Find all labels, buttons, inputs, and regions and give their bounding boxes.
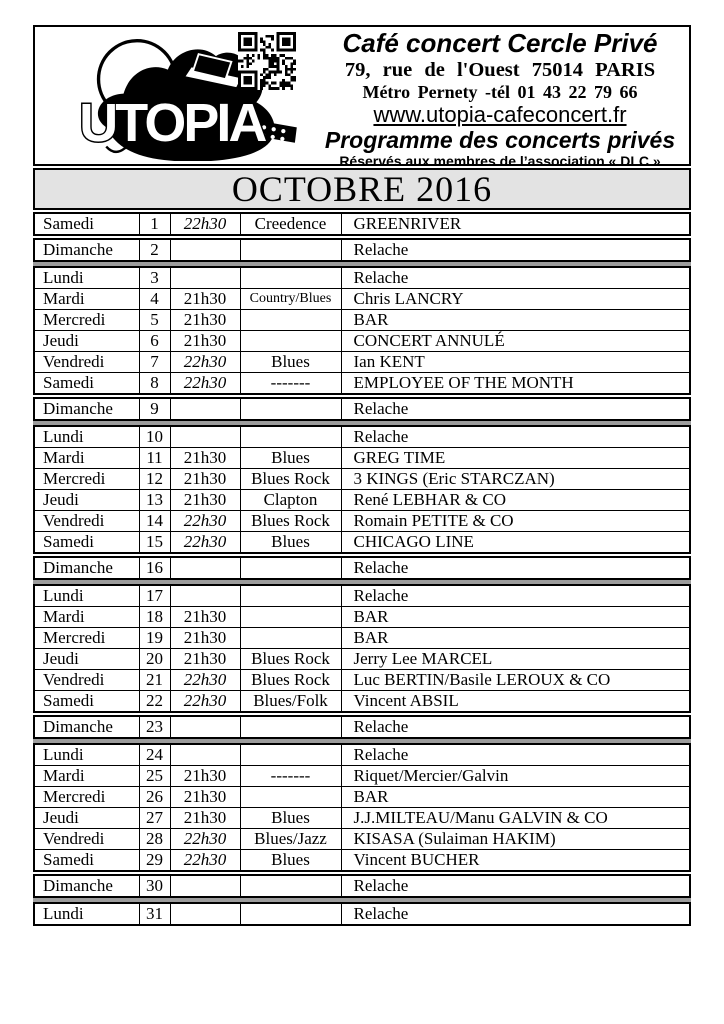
schedule-section: [33, 584, 691, 713]
cell-day: Vendredi: [34, 670, 139, 691]
cell-num: 5: [139, 310, 170, 331]
schedule-row: [34, 448, 690, 469]
cell-genre: Blues/Folk: [240, 691, 341, 713]
schedule-row: [34, 850, 690, 872]
cell-num: 11: [139, 448, 170, 469]
cell-artist: BAR: [341, 310, 690, 331]
cell-day: Samedi: [34, 691, 139, 713]
venue-address: 79, rue de l'Ouest 75014 PARIS: [344, 59, 656, 81]
cell-time: 22h30: [170, 850, 240, 872]
cell-time: 22h30: [170, 373, 240, 395]
cell-day: Jeudi: [34, 649, 139, 670]
utopia-logo: [35, 27, 315, 164]
cell-num: 8: [139, 373, 170, 395]
cell-genre: Blues: [240, 532, 341, 554]
cell-time: 21h30: [170, 607, 240, 628]
schedule-row: [34, 289, 690, 310]
schedule-section: [33, 266, 691, 395]
schedule-row: [34, 607, 690, 628]
cell-artist: EMPLOYEE OF THE MONTH: [341, 373, 690, 395]
cell-artist: Jerry Lee MARCEL: [341, 649, 690, 670]
cell-num: 27: [139, 808, 170, 829]
cell-artist: Romain PETITE & CO: [341, 511, 690, 532]
cell-time: [170, 875, 240, 897]
cell-num: 16: [139, 557, 170, 579]
cell-num: 28: [139, 829, 170, 850]
cell-genre: Blues: [240, 352, 341, 373]
concert-schedule: [33, 212, 691, 926]
cell-time: 21h30: [170, 628, 240, 649]
schedule-row: [34, 649, 690, 670]
cell-day: Vendredi: [34, 511, 139, 532]
cell-genre: Blues: [240, 850, 341, 872]
schedule-row: [34, 213, 690, 235]
cell-day: Lundi: [34, 744, 139, 766]
schedule-section: [33, 743, 691, 872]
cell-time: 21h30: [170, 289, 240, 310]
cell-time: 21h30: [170, 469, 240, 490]
schedule-row: [34, 670, 690, 691]
schedule-row: [34, 426, 690, 448]
cell-genre: [240, 267, 341, 289]
cell-time: [170, 267, 240, 289]
cell-artist: J.J.MILTEAU/Manu GALVIN & CO: [341, 808, 690, 829]
cell-day: Mardi: [34, 289, 139, 310]
venue-metro-phone: Métro Pernety -tél 01 43 22 79 66: [362, 82, 638, 102]
schedule-row: [34, 532, 690, 554]
cell-genre: -------: [240, 766, 341, 787]
schedule-section: [33, 902, 691, 926]
cell-genre: [240, 607, 341, 628]
cell-day: Vendredi: [34, 829, 139, 850]
schedule-row: [34, 787, 690, 808]
cell-num: 4: [139, 289, 170, 310]
cell-num: 17: [139, 585, 170, 607]
cell-artist: BAR: [341, 787, 690, 808]
schedule-row: [34, 352, 690, 373]
schedule-section: [33, 556, 691, 580]
cell-artist: CONCERT ANNULÉ: [341, 331, 690, 352]
cell-time: [170, 744, 240, 766]
cell-genre: Blues: [240, 808, 341, 829]
cell-time: 22h30: [170, 691, 240, 713]
cell-num: 3: [139, 267, 170, 289]
cell-artist: GREENRIVER: [341, 213, 690, 235]
cell-genre: Creedence: [240, 213, 341, 235]
cell-day: Samedi: [34, 850, 139, 872]
cell-artist: Riquet/Mercier/Galvin: [341, 766, 690, 787]
cell-num: 24: [139, 744, 170, 766]
schedule-row: [34, 511, 690, 532]
cell-num: 29: [139, 850, 170, 872]
cell-time: 22h30: [170, 670, 240, 691]
website-url: www.utopia-cafeconcert.fr: [373, 102, 627, 127]
schedule-row: [34, 691, 690, 713]
cell-time: 22h30: [170, 352, 240, 373]
cell-time: 21h30: [170, 649, 240, 670]
cell-day: Dimanche: [34, 875, 139, 897]
schedule-section: [33, 238, 691, 262]
cell-artist: Luc BERTIN/Basile LEROUX & CO: [341, 670, 690, 691]
cell-artist: Relache: [341, 875, 690, 897]
cell-genre: Blues Rock: [240, 511, 341, 532]
cell-num: 30: [139, 875, 170, 897]
cell-day: Jeudi: [34, 331, 139, 352]
cell-artist: Vincent BUCHER: [341, 850, 690, 872]
schedule-row: [34, 766, 690, 787]
cell-day: Dimanche: [34, 716, 139, 738]
cell-artist: Relache: [341, 716, 690, 738]
cell-num: 21: [139, 670, 170, 691]
cell-time: 21h30: [170, 787, 240, 808]
cell-genre: [240, 426, 341, 448]
schedule-row: [34, 331, 690, 352]
schedule-section: [33, 425, 691, 554]
cell-genre: [240, 628, 341, 649]
cell-artist: René LEBHAR & CO: [341, 490, 690, 511]
header-text-block: [315, 27, 689, 169]
cell-day: Dimanche: [34, 398, 139, 420]
cell-day: Mercredi: [34, 469, 139, 490]
cell-num: 10: [139, 426, 170, 448]
cell-artist: Chris LANCRY: [341, 289, 690, 310]
cell-time: [170, 585, 240, 607]
cell-num: 1: [139, 213, 170, 235]
cell-day: Lundi: [34, 426, 139, 448]
cell-artist: KISASA (Sulaiman HAKIM): [341, 829, 690, 850]
schedule-row: [34, 875, 690, 897]
cell-time: 22h30: [170, 829, 240, 850]
header: [33, 25, 691, 169]
cell-genre: [240, 716, 341, 738]
cell-artist: Relache: [341, 267, 690, 289]
cell-num: 31: [139, 903, 170, 925]
cell-day: Jeudi: [34, 808, 139, 829]
cell-day: Lundi: [34, 585, 139, 607]
cell-artist: Relache: [341, 744, 690, 766]
schedule-section: [33, 212, 691, 236]
cell-time: 22h30: [170, 511, 240, 532]
program-subtitle: Programme des concerts privés: [324, 127, 676, 153]
cell-num: 25: [139, 766, 170, 787]
schedule-row: [34, 557, 690, 579]
cell-artist: BAR: [341, 628, 690, 649]
cell-artist: Vincent ABSIL: [341, 691, 690, 713]
cell-genre: Blues Rock: [240, 469, 341, 490]
cell-genre: [240, 557, 341, 579]
cell-num: 22: [139, 691, 170, 713]
cell-time: [170, 716, 240, 738]
cell-time: 22h30: [170, 213, 240, 235]
cell-day: Vendredi: [34, 352, 139, 373]
cell-num: 7: [139, 352, 170, 373]
cell-genre: Clapton: [240, 490, 341, 511]
cell-artist: Relache: [341, 398, 690, 420]
schedule-section: [33, 874, 691, 898]
cell-genre: Blues: [240, 448, 341, 469]
cell-day: Samedi: [34, 373, 139, 395]
cell-artist: CHICAGO LINE: [341, 532, 690, 554]
cell-genre: Country/Blues: [240, 289, 341, 310]
cell-day: Samedi: [34, 532, 139, 554]
cell-num: 12: [139, 469, 170, 490]
cell-time: [170, 398, 240, 420]
schedule-row: [34, 267, 690, 289]
cell-artist: Relache: [341, 426, 690, 448]
schedule-section: [33, 397, 691, 421]
qr-code-icon: [238, 32, 296, 90]
cell-genre: [240, 310, 341, 331]
cell-num: 6: [139, 331, 170, 352]
members-note: Réservés aux membres de l’association « DLC »: [339, 153, 661, 169]
cell-day: Mercredi: [34, 787, 139, 808]
cell-genre: -------: [240, 373, 341, 395]
cell-genre: [240, 239, 341, 261]
cell-time: 21h30: [170, 448, 240, 469]
cell-time: [170, 557, 240, 579]
cell-time: [170, 426, 240, 448]
schedule-row: [34, 744, 690, 766]
schedule-row: [34, 398, 690, 420]
schedule-row: [34, 490, 690, 511]
cell-genre: [240, 585, 341, 607]
cell-num: 2: [139, 239, 170, 261]
cell-artist: Relache: [341, 585, 690, 607]
cell-time: 21h30: [170, 766, 240, 787]
schedule-row: [34, 808, 690, 829]
cell-num: 23: [139, 716, 170, 738]
cell-genre: [240, 787, 341, 808]
cell-artist: Relache: [341, 903, 690, 925]
cell-time: [170, 903, 240, 925]
cell-genre: Blues/Jazz: [240, 829, 341, 850]
cell-genre: [240, 331, 341, 352]
cell-genre: [240, 875, 341, 897]
cell-time: 21h30: [170, 490, 240, 511]
cell-genre: [240, 903, 341, 925]
schedule-row: [34, 373, 690, 395]
cell-day: Samedi: [34, 213, 139, 235]
cell-day: Mardi: [34, 448, 139, 469]
cell-time: 22h30: [170, 532, 240, 554]
cell-num: 9: [139, 398, 170, 420]
schedule-row: [34, 829, 690, 850]
cell-num: 14: [139, 511, 170, 532]
cell-num: 18: [139, 607, 170, 628]
schedule-row: [34, 310, 690, 331]
schedule-section: [33, 715, 691, 739]
schedule-row: [34, 903, 690, 925]
schedule-row: [34, 469, 690, 490]
cell-day: Mercredi: [34, 310, 139, 331]
cell-day: Mardi: [34, 607, 139, 628]
cell-day: Lundi: [34, 267, 139, 289]
schedule-row: [34, 716, 690, 738]
cell-day: Dimanche: [34, 239, 139, 261]
cell-num: 19: [139, 628, 170, 649]
month-title: OCTOBRE 2016: [231, 169, 493, 209]
cell-time: 21h30: [170, 310, 240, 331]
month-title-band: [33, 168, 691, 210]
cell-num: 15: [139, 532, 170, 554]
cell-num: 13: [139, 490, 170, 511]
cell-time: [170, 239, 240, 261]
cell-artist: Relache: [341, 239, 690, 261]
schedule-row: [34, 239, 690, 261]
cell-genre: Blues Rock: [240, 649, 341, 670]
cell-time: 21h30: [170, 808, 240, 829]
cell-num: 20: [139, 649, 170, 670]
cell-day: Mercredi: [34, 628, 139, 649]
cell-num: 26: [139, 787, 170, 808]
cell-day: Lundi: [34, 903, 139, 925]
cell-day: Jeudi: [34, 490, 139, 511]
cell-artist: Relache: [341, 557, 690, 579]
cell-day: Mardi: [34, 766, 139, 787]
cell-genre: Blues Rock: [240, 670, 341, 691]
venue-title: Café concert Cercle Privé: [342, 28, 658, 58]
cell-day: Dimanche: [34, 557, 139, 579]
cell-genre: [240, 744, 341, 766]
cell-genre: [240, 398, 341, 420]
cell-artist: BAR: [341, 607, 690, 628]
schedule-row: [34, 585, 690, 607]
logo-wordmark: UTOPIA: [79, 92, 265, 153]
content-area: [33, 25, 691, 926]
cell-artist: GREG TIME: [341, 448, 690, 469]
cell-artist: 3 KINGS (Eric STARCZAN): [341, 469, 690, 490]
cell-artist: Ian KENT: [341, 352, 690, 373]
cell-time: 21h30: [170, 331, 240, 352]
schedule-row: [34, 628, 690, 649]
